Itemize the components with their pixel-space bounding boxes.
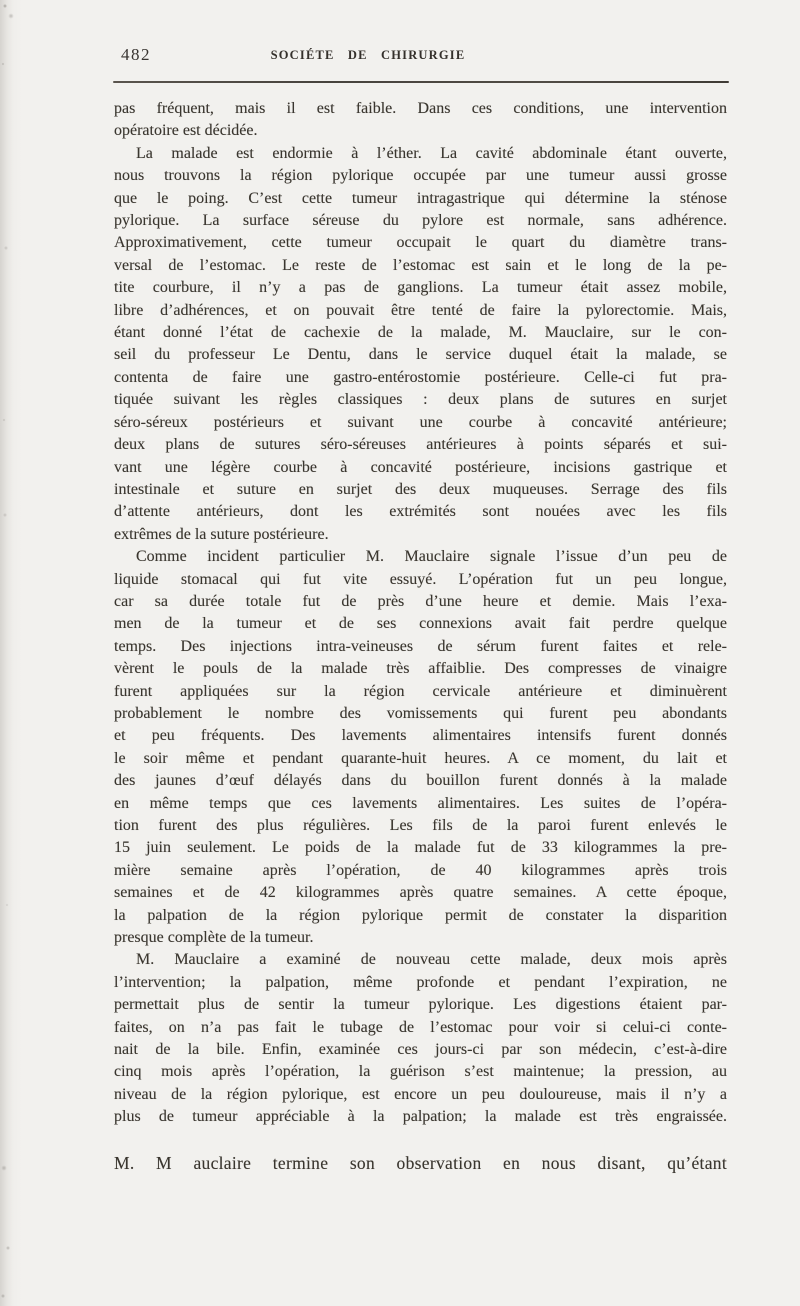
text-line: nous trouvons la région pylorique occupée par une tumeur aussi grosse	[114, 167, 727, 185]
running-header-title: SOCIÉTE DE CHIRURGIE	[270, 48, 466, 62]
text-line: temps. Des injections intra-veineuses de sérum furent faites et rele-	[114, 637, 727, 655]
text-line: d’attente antérieurs, dont les extrémités sont nouées avec les fils	[114, 503, 727, 521]
text-line: tite courbure, il n’y a pas de ganglions. La tumeur était assez mobile,	[114, 279, 727, 297]
text-line: La malade est endormie à l’éther. La cavité abdominale étant ouverte,	[136, 144, 727, 162]
text-line: vèrent le pouls de la malade très affaiblie. Des compresses de vinaigre	[114, 660, 727, 678]
text-line: l’intervention; la palpation, même profonde et pendant l’expiration, ne	[114, 973, 727, 991]
page-number: 482	[121, 45, 151, 64]
paragraph	[114, 546, 727, 949]
text-line: nait de la bile. Enfin, examinée ces jours-ci par son médecin, c’est-à-dire	[114, 1041, 727, 1059]
text-line: seil du professeur Le Dentu, dans le service duquel était la malade, se	[114, 346, 727, 364]
text-line: le soir même et pendant quarante-huit heures. A ce moment, du lait et	[114, 749, 727, 767]
text-line: semaines et de 42 kilogrammes après quatre semaines. A cette époque,	[114, 884, 727, 902]
text-line: pas fréquent, mais il est faible. Dans ces conditions, une intervention	[114, 100, 727, 117]
text-line: faites, on n’a pas fait le tubage de l’estomac pour voir si celui-ci conte-	[114, 1018, 727, 1036]
paragraph	[114, 143, 727, 546]
text-line: libre d’adhérences, et on pouvait être tenté de faire la pylorectomie. Mais,	[114, 301, 727, 319]
text-line: tion furent des plus régulières. Les fils de la paroi furent enlevés le	[114, 817, 727, 834]
text-line: Approximativement, cette tumeur occupait le quart du diamètre trans-	[114, 234, 727, 252]
text-line: 15 juin seulement. Le poids de la malade fut de 33 kilogrammes la pre-	[114, 839, 727, 857]
header-rule	[113, 81, 729, 83]
text-line: versal de l’estomac. Le reste de l’estomac est sain et le long de la pe-	[114, 256, 727, 274]
text-line: permettait plus de sentir la tumeur pylorique. Les digestions étaient par-	[114, 996, 727, 1014]
text-line: étant donné l’état de cachexie de la malade, M. Mauclaire, sur le con-	[114, 324, 727, 342]
paragraph	[114, 1151, 727, 1175]
text-line: vant une légère courbe à concavité postérieure, incisions gastrique et	[114, 458, 727, 476]
text-line: mière semaine après l’opération, de 40 kilogrammes après trois	[114, 861, 727, 879]
text-line: car sa durée totale fut de près d’une heure et demie. Mais l’exa-	[114, 592, 727, 610]
text-line: séro-séreux postérieurs et suivant une courbe à concavité antérieure;	[114, 413, 727, 431]
text-line: deux plans de sutures séro-séreuses antérieures à points séparés et sui-	[114, 436, 727, 454]
text-line: intestinale et suture en surjet des deux muqueuses. Serrage des fils	[114, 480, 727, 498]
text-line: cinq mois après l’opération, la guérison s’est maintenue; la pression, au	[114, 1063, 727, 1081]
text-line: presque complète de la tumeur.	[114, 929, 314, 947]
text-line: M. M auclaire termine son observation en nous disant, qu’étant	[114, 1152, 727, 1173]
paragraph	[114, 949, 727, 1128]
page-header	[0, 44, 800, 68]
text-line: contenta de faire une gastro-entérostomie postérieure. Celle-ci fut pra-	[114, 368, 727, 386]
text-line: liquide stomacal qui fut vite essuyé. L’opération fut un peu longue,	[114, 570, 727, 588]
text-line: la palpation de la région pylorique permit de constater la disparition	[114, 906, 727, 924]
text-line: des jaunes d’œuf délayés dans du bouillon furent donnés à la malade	[114, 772, 727, 790]
text-line: M. Mauclaire a examiné de nouveau cette malade, deux mois après	[136, 951, 727, 969]
text-line: pylorique. La surface séreuse du pylore est normale, sans adhérence.	[114, 212, 727, 230]
text-line: furent appliquées sur la région cervicale antérieure et diminuèrent	[114, 682, 727, 700]
text-line: opératoire est décidée.	[114, 122, 258, 140]
text-line: et peu fréquents. Des lavements alimentaires intensifs furent donnés	[114, 727, 727, 745]
text-line: tiquée suivant les règles classiques : deux plans de sutures en surjet	[114, 391, 727, 409]
paragraph	[114, 98, 727, 143]
text-line: niveau de la région pylorique, est encore un peu douloureuse, mais il n’y a	[114, 1085, 727, 1103]
scan-edge-shadow	[0, 0, 22, 1306]
text-column	[114, 98, 727, 1175]
text-line: extrêmes de la suture postérieure.	[114, 525, 329, 543]
text-line: men de la tumeur et de ses connexions avait fait perdre quelque	[114, 615, 727, 633]
text-line: plus de tumeur appréciable à la palpation; la malade est très engraissée.	[114, 1108, 727, 1126]
text-line: en même temps que ces lavements alimentaires. Les suites de l’opéra-	[114, 794, 727, 812]
text-line: probablement le nombre des vomissements qui furent peu abondants	[114, 704, 727, 722]
text-line: que le poing. C’est cette tumeur intragastrique qui détermine la sténose	[114, 189, 727, 207]
text-line: Comme incident particulier M. Mauclaire signale l’issue d’un peu de	[136, 548, 727, 566]
